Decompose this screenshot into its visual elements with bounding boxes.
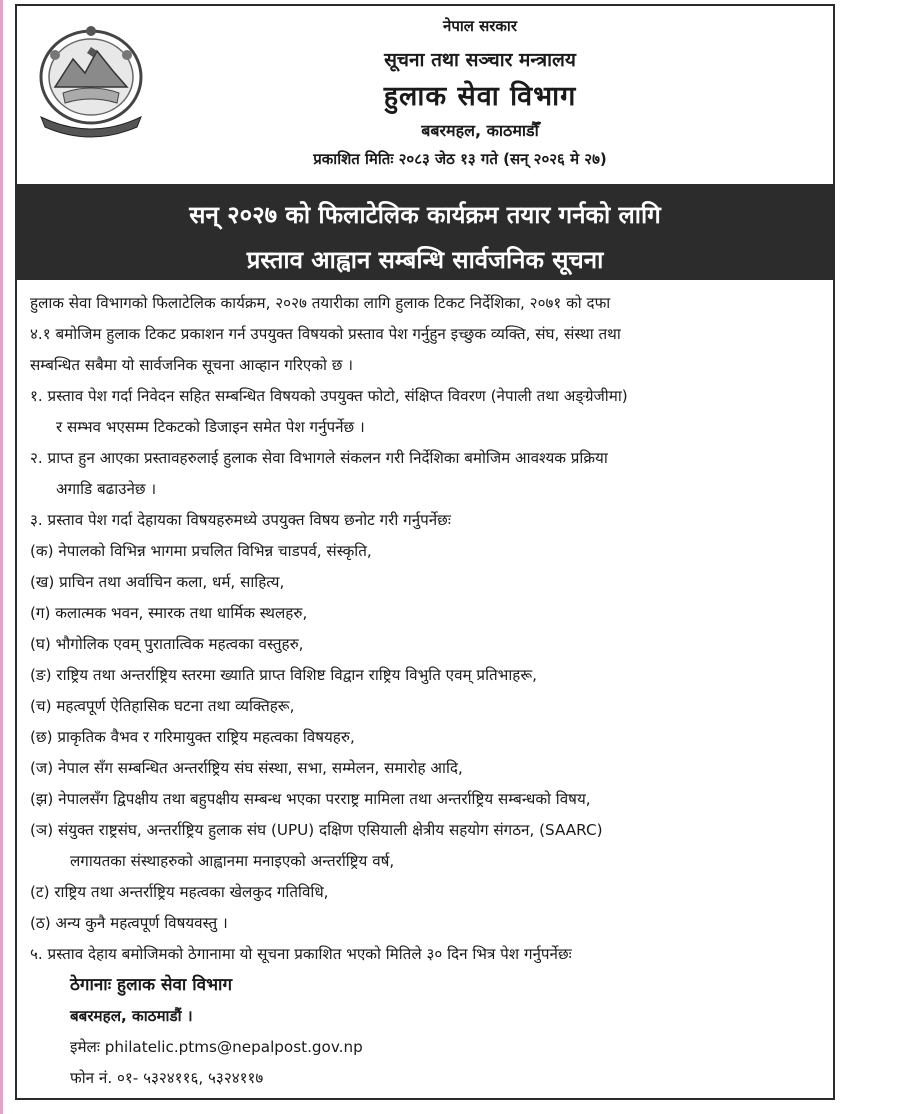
public-notice xyxy=(15,4,835,1100)
published-date: प्रकाशित मितिः २०८३ जेठ १३ गते (सन् २०२६ मे २७) xyxy=(313,150,607,168)
ministry-name: सूचना तथा सञ्चार मन्त्रालय xyxy=(384,49,576,71)
intro-line-2: ४.१ बमोजिम हुलाक टिकट प्रकाशन गर्न उपयुक्त विषयको प्रस्ताव पेश गर्नुहुन इच्छुक व्यक्ति, संघ, संस्था तथा xyxy=(30,325,621,343)
subject-ga: (ग) कलात्मक भवन, स्मारक तथा धार्मिक स्थलहरु, xyxy=(30,604,308,622)
point-5: ५. प्रस्ताव देहाय बमोजिमको ठेगानामा यो सूचना प्रकाशित भएको मितिले ३० दिन भित्र पेश गर्नुपर्नेछः xyxy=(30,945,572,963)
subject-nga: (ङ) राष्ट्रिय तथा अन्तर्राष्ट्रिय स्तरमा ख्याति प्राप्त विशिष्ट विद्वान राष्ट्रिय विभुति एवम् प्रतिभाहरू, xyxy=(30,666,537,684)
point-1-line-2: र सम्भव भएसम्म टिकटको डिजाइन समेत पेश गर्नुपर्नेछ । xyxy=(56,418,365,436)
subject-tha: (ठ) अन्य कुनै महत्वपूर्ण विषयवस्तु । xyxy=(30,914,228,932)
subject-gha: (घ) भौगोलिक एवम् पुरातात्विक महत्वका वस्तुहरु, xyxy=(30,635,304,653)
notice-header xyxy=(17,6,833,184)
subject-chha: (छ) प्राकृतिक वैभव र गरिमायुक्त राष्ट्रिय महत्वका विषयहरु, xyxy=(30,728,355,746)
point-2-line-1: २. प्राप्त हुन आएका प्रस्तावहरुलाई हुलाक सेवा विभागले संकलन गरी निर्देशिका बमोजिम आवश्यक प्रक्रिया xyxy=(30,449,608,467)
point-2-line-2: अगाडि बढाउनेछ । xyxy=(56,480,157,498)
subject-nya-line-1: (ञ) संयुक्त राष्ट्रसंघ, अन्तर्राष्ट्रिय हुलाक संघ (UPU) दक्षिण एसियाली क्षेत्रीय सहयोग संगठन, (SAARC) xyxy=(30,821,603,839)
subject-kha: (ख) प्राचिन तथा अर्वाचिन कला, धर्म, साहित्य, xyxy=(30,573,285,591)
notice-body xyxy=(30,288,825,1094)
banner-line-1: सन् २०२७ को फिलाटेलिक कार्यक्रम तयार गर्नको लागि xyxy=(189,201,661,229)
notice-title-banner xyxy=(17,184,833,280)
point-1-line-1: १. प्रस्ताव पेश गर्दा निवेदन सहित सम्बन्धित विषयको उपयुक्त फोटो, संक्षिप्त विवरण (नेपाली तथा अङ्ग्रेजीमा) xyxy=(30,387,628,405)
subject-nya-line-2: लगायतका संस्थाहरुको आह्वानमा मनाइएको अन्तर्राष्ट्रिय वर्ष, xyxy=(70,852,395,870)
left-edge-accent xyxy=(0,0,3,1114)
contact-address-line: बबरमहल, काठमाडौं । xyxy=(70,1007,193,1025)
contact-phone: फोन नं. ०१- ५३२४११६, ५३२४११७ xyxy=(70,1069,264,1087)
subject-ta: (ट) राष्ट्रिय तथा अन्तर्राष्ट्रिय महत्वका खेलकुद गतिविधि, xyxy=(30,883,329,901)
subject-ja: (ज) नेपाल सँग सम्बन्धित अन्तर्राष्ट्रिय संघ संस्था, सभा, सम्मेलन, समारोह आदि, xyxy=(30,759,463,777)
nepal-emblem-icon xyxy=(33,21,149,139)
subject-jha: (झ) नेपालसँग द्विपक्षीय तथा बहुपक्षीय सम्बन्ध भएका परराष्ट्र मामिला तथा अन्तर्राष्ट्रिय सम्बन्धको विषय, xyxy=(30,790,591,808)
government-name: नेपाल सरकार xyxy=(443,17,517,35)
department-name: हुलाक सेवा विभाग xyxy=(383,81,577,112)
intro-line-1: हुलाक सेवा विभागको फिलाटेलिक कार्यक्रम, २०२७ तयारीका लागि हुलाक टिकट निर्देशिका, २०७१ को दफा xyxy=(30,294,611,312)
subject-ka: (क) नेपालको विभिन्न भागमा प्रचलित विभिन्न चाडपर्व, संस्कृति, xyxy=(30,542,372,560)
subject-cha: (च) महत्वपूर्ण ऐतिहासिक घटना तथा व्यक्तिहरू, xyxy=(30,697,295,715)
contact-address-label: ठेगानाः हुलाक सेवा विभाग xyxy=(70,975,233,995)
contact-email[interactable]: इमेलः philatelic.ptms@nepalpost.gov.np xyxy=(70,1038,363,1056)
point-3: ३. प्रस्ताव पेश गर्दा देहायका विषयहरुमध्ये उपयुक्त विषय छनोट गरी गर्नुपर्नेछः xyxy=(30,511,451,529)
intro-line-3: सम्बन्धित सबैमा यो सार्वजनिक सूचना आव्हान गरिएको छ । xyxy=(30,356,353,374)
header-text xyxy=(147,6,813,169)
banner-line-2: प्रस्ताव आह्वान सम्बन्धि सार्वजनिक सूचना xyxy=(246,246,604,274)
department-address: बबरमहल, काठमाडौँ xyxy=(421,121,539,140)
